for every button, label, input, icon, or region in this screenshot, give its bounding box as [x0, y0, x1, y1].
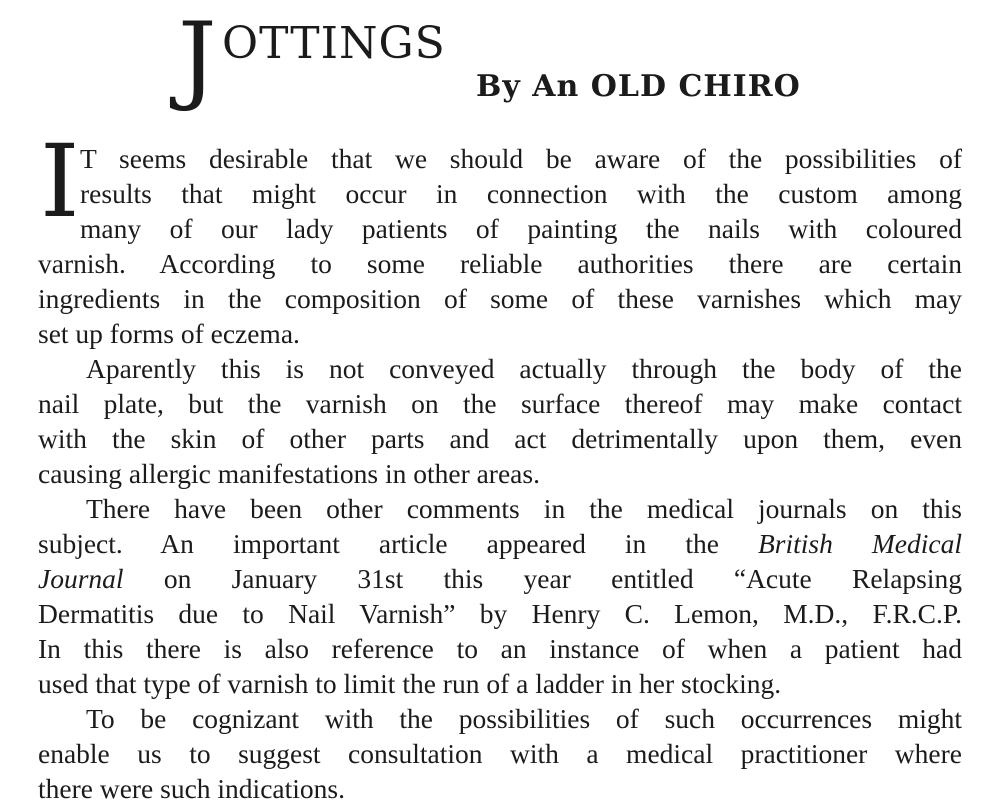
p3-line-4: Dermatitis due to Nail Varnish” by Henry C. Lemon, M.D., F.R.C.P.: [38, 598, 962, 629]
p3-line-2-text: subject. An important article appeared in the: [38, 528, 758, 559]
title-initial: J: [178, 2, 217, 114]
p3-line-5: In this there is also reference to an instance of when a patient had: [38, 633, 962, 664]
p1-line-5: ingredients in the composition of some of these varnishes which may: [38, 283, 962, 314]
p3-line-3: [38, 565, 962, 593]
journal-title-part-1: British Medical: [757, 528, 962, 559]
p1-line-1: T seems desirable that we should be aware of the possibilities of: [80, 143, 962, 174]
p1-line-6: set up forms of eczema.: [38, 318, 300, 349]
p4-line-2: enable us to suggest consultation with a medical practitioner where: [38, 738, 962, 769]
p4-line-3: there were such indications.: [38, 773, 345, 804]
p1-line-3: many of our lady patients of painting the nails with coloured: [80, 213, 962, 244]
journal-title-part-2: Journal: [38, 563, 124, 594]
p2-line-2: nail plate, but the varnish on the surface thereof may make contact: [38, 388, 962, 419]
p3-line-3-text: on January 31st this year entitled “Acute Relapsing: [123, 563, 962, 594]
article-title: OTTINGS: [222, 18, 446, 69]
p3-line-6: used that type of varnish to limit the run of a ladder in her stocking.: [38, 668, 782, 699]
p4-line-1: To be cognizant with the possibilities of such occurrences might: [86, 703, 962, 734]
p2-line-3: with the skin of other parts and act detrimentally upon them, even: [38, 423, 962, 454]
byline: By An OLD CHIRO: [476, 69, 801, 104]
p1-line-2: results that might occur in connection with the custom among: [80, 178, 962, 209]
p2-line-4: causing allergic manifestations in other areas.: [38, 458, 540, 489]
p3-line-1: There have been other comments in the medical journals on this: [86, 493, 962, 524]
p2-line-1: Aparently this is not conveyed actually through the body of the: [86, 353, 962, 384]
p1-line-4: varnish. According to some reliable authorities there are certain: [38, 248, 962, 279]
p3-line-2: [38, 530, 962, 558]
drop-cap: I: [40, 123, 80, 240]
